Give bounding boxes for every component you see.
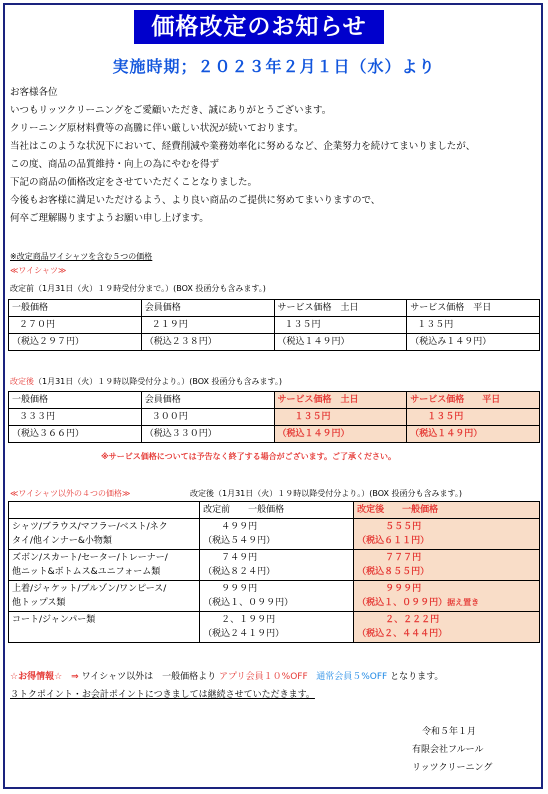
after-label-red: 改定後 — [10, 377, 34, 386]
app-discount: アプリ会員１０%OFF — [219, 672, 308, 682]
bonus-label: ☆お得情報☆ ⇒ — [10, 672, 79, 682]
after-cell: ７７７円 （税込８５５円） — [354, 550, 540, 581]
price-cell: １３５円 — [407, 409, 540, 426]
table-row — [9, 550, 540, 581]
footer-company: 有限会社フルール — [412, 745, 484, 755]
tax-cell: （税込１４９円） — [407, 426, 540, 443]
price-cell: １３５円 — [407, 317, 540, 334]
before-price-table — [8, 299, 540, 351]
bonus-text-end: となります。 — [390, 672, 444, 682]
greeting-line: 当社はこのような状況下において、経費削減や業務効率化に努めるなど、企業努力を続けてまいりましたが、 — [10, 141, 476, 152]
table-row — [9, 519, 540, 550]
greeting-line: 何卒ご理解賜りますようお願い申し上げます。 — [10, 213, 209, 224]
header-cell: 会員価格 — [141, 392, 274, 409]
price-cell: ３００円 — [141, 409, 274, 426]
header-cell: 一般価格 — [9, 300, 142, 317]
greeting-line: この度、商品の品質維持・向上の為にやむを得ず — [10, 159, 220, 170]
service-price-note: ※サービス価格については予告なく終了する場合がございます。ご了承ください。 — [101, 452, 396, 461]
greeting-line: いつもリッツクリーニングをご愛顧いただき、誠にありがとうございます。 — [10, 105, 332, 116]
category-label: ≪ワイシャツ≫ — [10, 266, 67, 275]
price-cell: ２７０円 — [9, 317, 142, 334]
header-cell: 一般価格 — [9, 392, 142, 409]
table-row — [9, 612, 540, 643]
greeting-line: 下記の商品の価格改定をさせていただくことなりました。 — [10, 177, 258, 188]
points-note: ３トクポイント・お会計ポイントにつきましては継続させていただきます。 — [10, 690, 315, 700]
item-cell: 上着/ジャケット/ブルゾン/ワンピース/ 他トップス類 — [9, 581, 200, 612]
item-cell: コート/ジャンパー類 — [9, 612, 200, 643]
tax-cell: （税込１４９円） — [274, 334, 407, 351]
after-price-table — [8, 391, 540, 443]
header-cell: 会員価格 — [141, 300, 274, 317]
price-cell: ２１９円 — [141, 317, 274, 334]
other-items-table — [8, 501, 540, 643]
after-cell: ９９９円 （税込１、０９９円）据え置き — [354, 581, 540, 612]
header-cell: 改定前 一般価格 — [200, 502, 354, 519]
item-cell: ズボン/スカート/セーター/トレーナー/ 他ニット&ボトムス&ユニフォーム類 — [9, 550, 200, 581]
header-cell: サービス価格 平日 — [407, 300, 540, 317]
before-cell: ２、１９９円 （税込２４１９円） — [200, 612, 354, 643]
header-cell: サービス価格 土日 — [274, 392, 407, 409]
page-title: 価格改定のお知らせ — [134, 10, 384, 44]
price-cell: １３５円 — [274, 317, 407, 334]
tax-cell: （税込３３０円） — [141, 426, 274, 443]
header-cell: 改定後 一般価格 — [354, 502, 540, 519]
footer-date: 令和５年１月 — [422, 727, 477, 737]
section2-after-label: 改定後（1月31日（火）１９時以降受付分より。）(BOX 投函分も含みます。) — [190, 489, 463, 498]
table-row — [9, 581, 540, 612]
greeting-line: クリーニング原材料費等の高騰に伴い厳しい状況が続いております。 — [10, 123, 304, 134]
regular-discount: 通常会員５%OFF — [316, 672, 388, 682]
header-cell: サービス価格 土日 — [274, 300, 407, 317]
effective-date: 実施時期；２０２３年２月１日（水）より — [112, 57, 436, 76]
tax-cell: （税込３６６円） — [9, 426, 142, 443]
item-cell: シャツ/ブラウス/マフラー/ベスト/ネク タイ/他インナー&小物類 — [9, 519, 200, 550]
section1-heading: ※改定商品ワイシャツを含む５つの価格 — [10, 252, 153, 261]
greeting-line: お客様各位 — [10, 87, 58, 98]
bonus-info — [10, 669, 443, 682]
tax-cell: （税込１４９円） — [274, 426, 407, 443]
price-cell: １３５円 — [274, 409, 407, 426]
after-label-rest: （1月31日（火）１９時以降受付分より。）(BOX 投函分も含みます。) — [34, 377, 283, 386]
footer-shop: リッツクリーニング — [412, 763, 493, 773]
price-cell: ３３３円 — [9, 409, 142, 426]
section2-heading: ≪ワイシャツ以外の４つの価格≫ — [10, 489, 131, 498]
before-cell: ７４９円 （税込８２４円） — [200, 550, 354, 581]
after-cell: ２、２２２円 （税込２、４４４円） — [354, 612, 540, 643]
greeting-line: 今後もお客様に満足いただけるよう、より良い商品のご提供に努めてまいりますので、 — [10, 195, 381, 206]
greeting-text — [10, 84, 540, 228]
tax-cell: （税込２３８円） — [141, 334, 274, 351]
header-cell: サービス価格 平日 — [407, 392, 540, 409]
after-label — [10, 376, 282, 387]
header-cell — [9, 502, 200, 519]
before-label: 改定前（1月31日（火）１９時受付分まで。）(BOX 投函分も含みます。) — [10, 284, 266, 293]
tax-cell: （税込み１４９円） — [407, 334, 540, 351]
tax-cell: （税込２９７円） — [9, 334, 142, 351]
after-cell: ５５５円 （税込６１１円） — [354, 519, 540, 550]
price-held-badge: 据え置き — [447, 598, 480, 607]
before-cell: ９９９円 （税込１、０９９円） — [200, 581, 354, 612]
bonus-text: ワイシャツ以外は 一般価格より — [81, 672, 217, 682]
before-cell: ４９９円 （税込５４９円） — [200, 519, 354, 550]
